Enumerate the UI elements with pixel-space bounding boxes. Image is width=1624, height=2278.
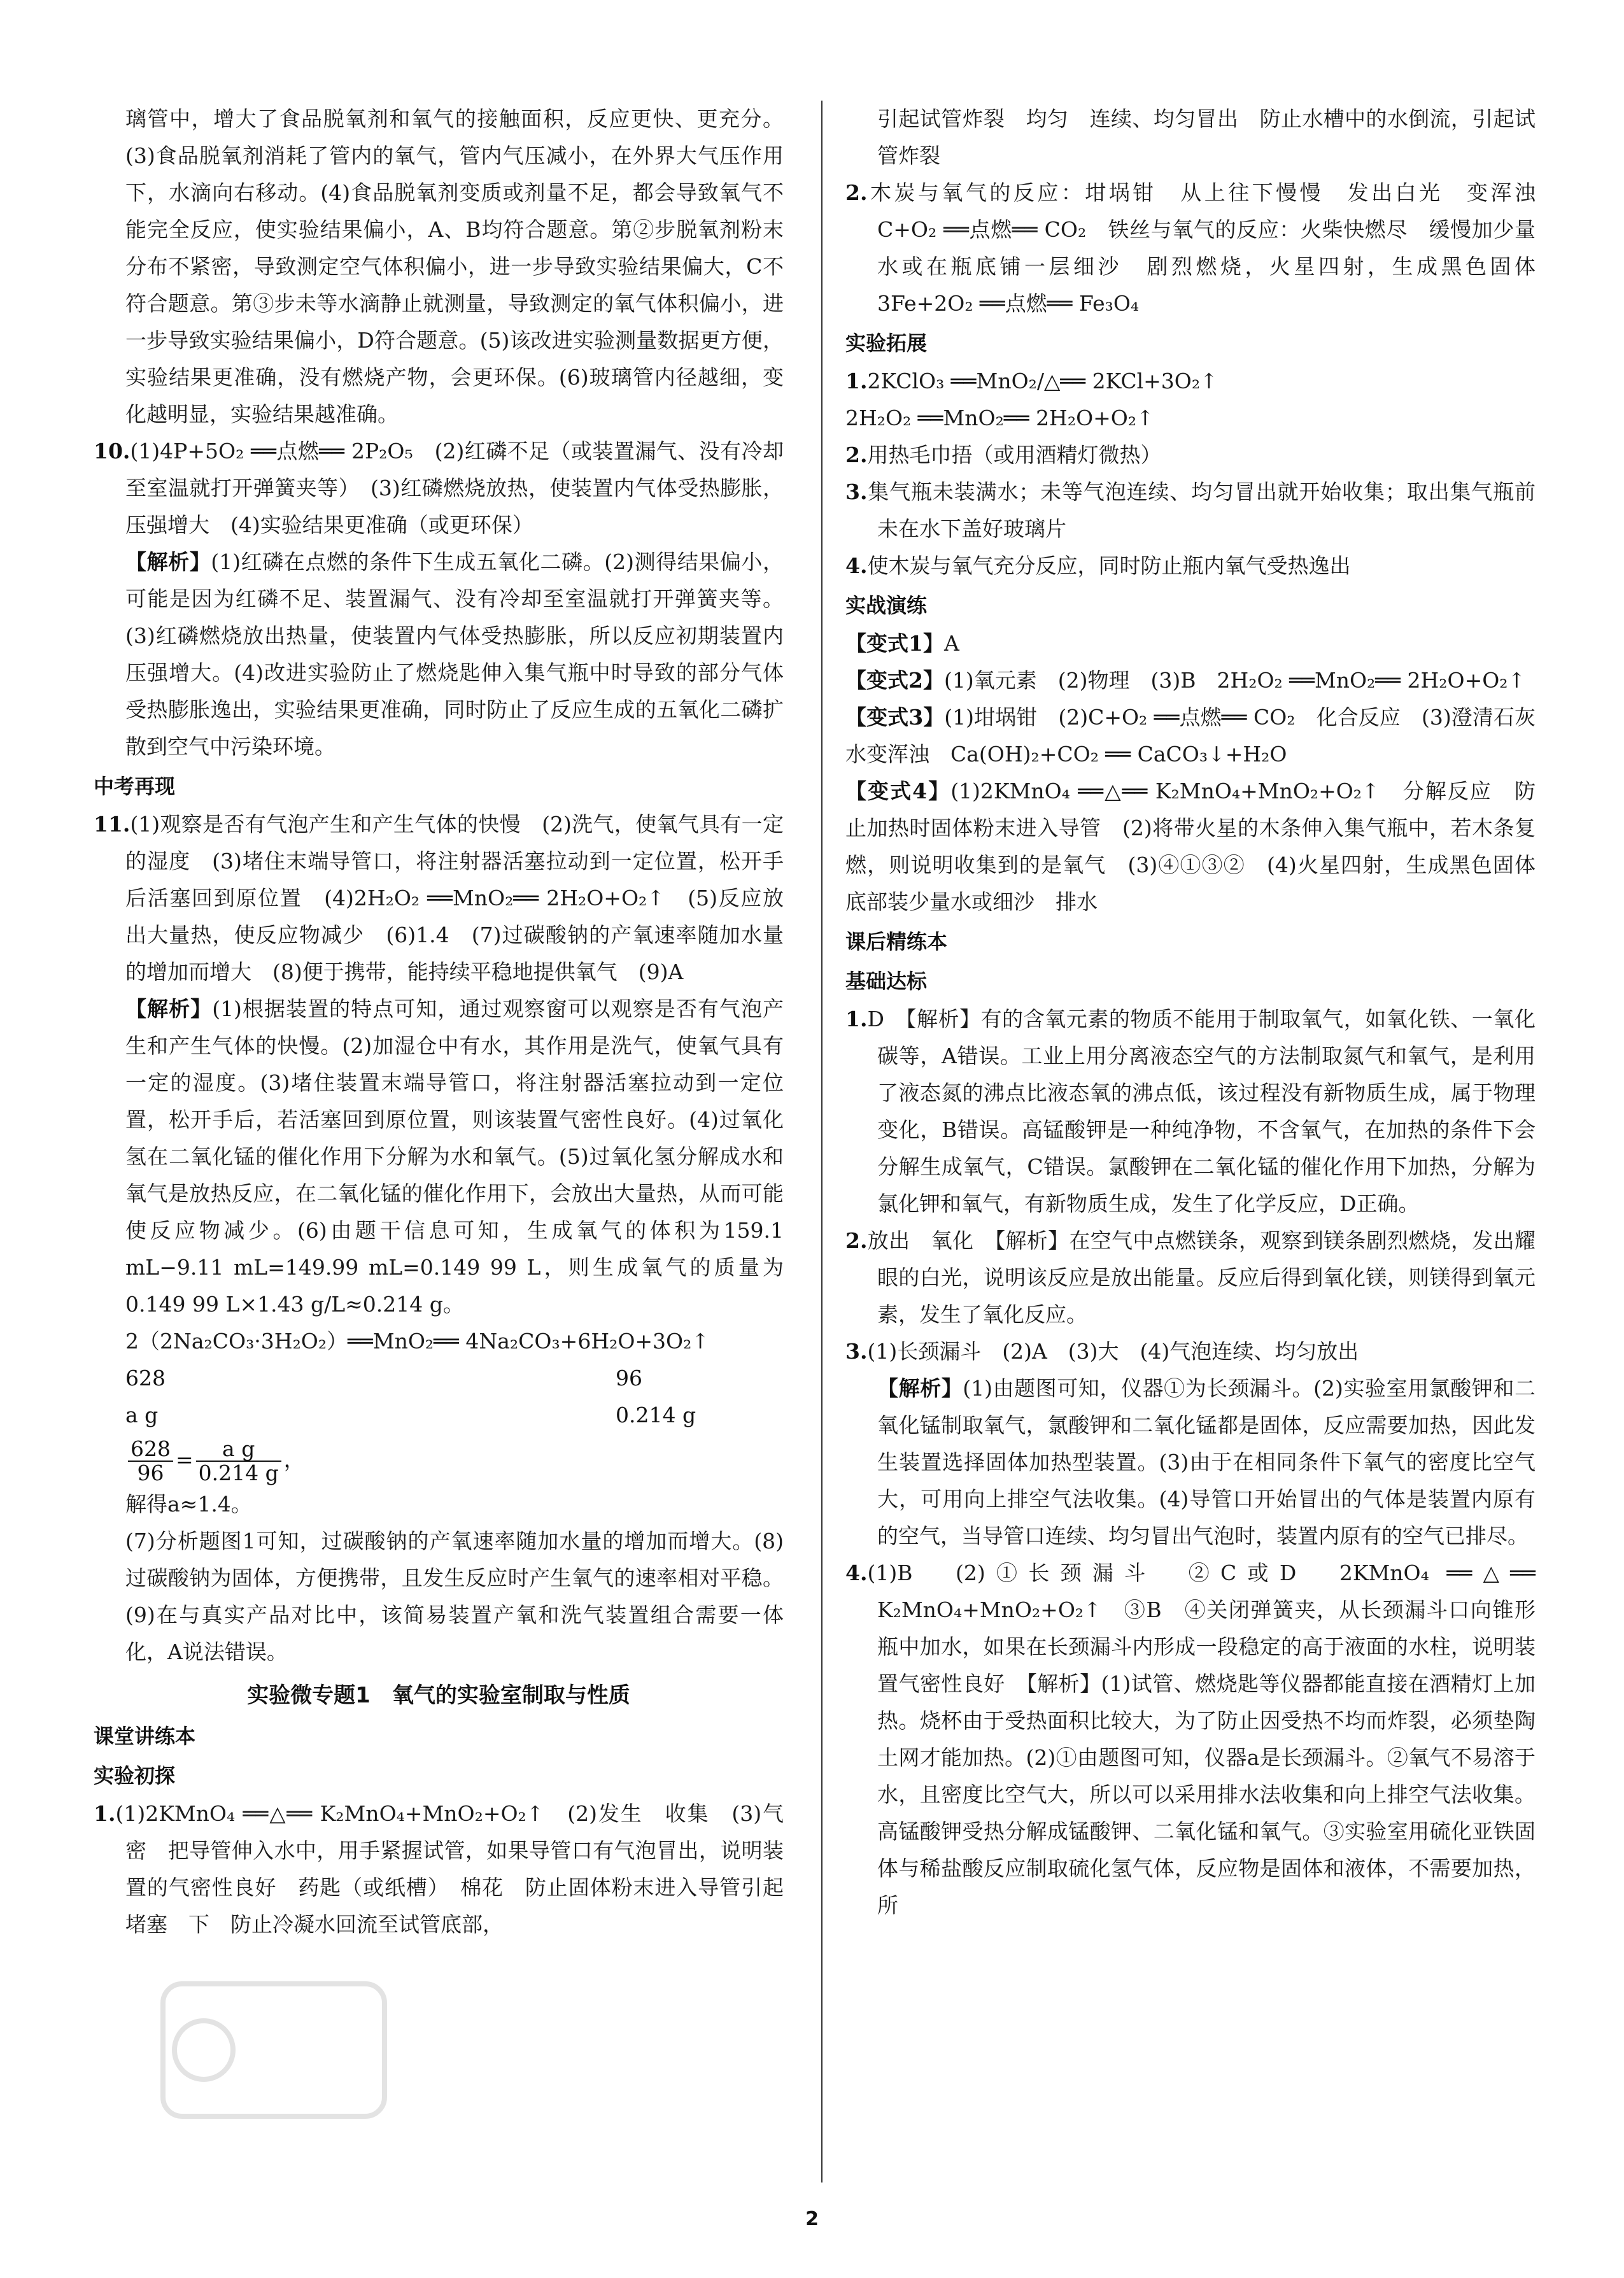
answer-text: (1)坩埚钳 (2)C+O₂ ══点燃══ CO₂ 化合反应 (3)澄清石灰水变浑浊 Ca(OH)₂+CO₂ ══ CaCO₃↓+H₂O: [845, 705, 1536, 767]
analysis-tag: 【变式4】: [845, 779, 951, 803]
left-column: [94, 101, 784, 1943]
answer-paragraph: [94, 1486, 784, 1523]
section-heading: 实验初探: [94, 1764, 176, 1788]
answer-paragraph: [845, 400, 1536, 437]
numerator: 628: [128, 1438, 173, 1462]
analysis-tag: 【变式3】: [845, 705, 945, 730]
calc-row: [94, 1360, 784, 1397]
answer-text: D 【解析】有的含氧元素的物质不能用于制取氧气，如氧化铁、一氧化碳等，A错误。工业上用分离液态空气的方法制取氮气和氧气，是利用了液态氮的沸点比液态氧的沸点低，该过程没有新物质生成，属于物理变化，B错误。高锰酸钾是一种纯净物，不含氧气，在加热的条件下会分解生成氧气，C错误。氯酸钾在二氧化锰的催化作用下加热，分解为氯化钾和氧气，有新物质生成，发生了化学反应，D正确。: [867, 1007, 1536, 1216]
answer-paragraph: [845, 101, 1536, 174]
answer-paragraph: [94, 806, 784, 991]
question-number: 1.: [845, 369, 868, 393]
answer-text: (1)根据装置的特点可知，通过观察窗可以观察是否有气泡产生和产生气体的快慢。(2)加湿仓中有水，其作用是洗气，使氧气具有一定的湿度。(3)堵住装置末端导管口，将注射器活塞拉动到一定位置，松开手后，若活塞回到原位置，则该装置气密性良好。(4)过氧化氢在二氧化锰的催化作用下分解为水和氧气。(5)过氧化氢分解成水和氧气是放热反应，在二氧化锰的催化作用下，会放出大量热，从而可能使反应物减少。(6)由题干信息可知，生成氧气的体积为159.1 mL−9.11 mL=149.99 mL=0.149 99 L，则生成氧气的质量为0.149 99 L×1.43 g/L≈0.214 g。: [125, 996, 784, 1317]
answer-text: (1)氧元素 (2)物理 (3)B 2H₂O₂ ══MnO₂══ 2H₂O+O₂↑: [943, 668, 1526, 693]
calc-right: 0.214 g: [616, 1403, 696, 1427]
question-number: 4.: [845, 1560, 868, 1585]
answer-paragraph: [845, 1333, 1536, 1370]
answer-text: A: [943, 631, 959, 656]
answer-text: (1)观察是否有气泡产生和产生气体的快慢 (2)洗气，使氧气具有一定的湿度 (3)堵住末端导管口，将注射器活塞拉动到一定位置，松开手后活塞回到原位置 (4)2H₂O₂ ══MnO₂══ 2H₂O+O₂↑ (5)反应放出大量热，使反应物减少 (6)1.4 (7)过碳酸钠的产氧速率随加水量的增加而增大 (8)便于携带，能持续平稳地提供氧气 (9)A: [125, 812, 784, 984]
question-number: 11.: [94, 812, 131, 837]
question-number: 2.: [845, 180, 868, 205]
question-number: 2.: [845, 1228, 868, 1253]
right-column: [845, 101, 1557, 1924]
answer-text: 璃管中，增大了食品脱氧剂和氧气的接触面积，反应更快、更充分。(3)食品脱氧剂消耗了管内的氧气，管内气压减小，在外界大气压作用下，水滴向右移动。(4)食品脱氧剂变质或剂量不足，都会导致氧气不能完全反应，使实验结果偏小，A、B均符合题意。第②步脱氧剂粉末分布不紧密，导致测定空气体积偏小，进一步导致实验结果偏大，C不符合题意。第③步未等水滴静止就测量，导致测定的氧气体积偏小，进一步导致实验结果偏小，D符合题意。(5)该改进实验测量数据更方便，实验结果更准确，没有燃烧产物，会更环保。(6)玻璃管内径越细，变化越明显，实验结果越准确。: [125, 106, 784, 427]
answer-paragraph: [845, 474, 1536, 548]
fraction: [128, 1438, 173, 1485]
answer-text: 引起试管炸裂 均匀 连续、均匀冒出 防止水槽中的水倒流，引起试管炸裂: [877, 106, 1536, 168]
answer-text: (1)2KMnO₄ ══△══ K₂MnO₄+MnO₂+O₂↑ 分解反应 防止加热时固体粉末进入导管 (2)将带火星的木条伸入集气瓶中，若木条复燃，则说明收集到的是氧气 (3)④①③② (4)火星四射，生成黑色固体 底部装少量水或细沙 排水: [845, 779, 1557, 914]
question-number: 10.: [94, 439, 131, 463]
answer-text: 2KClO₃ ══MnO₂/△══ 2KCl+3O₂↑: [867, 369, 1218, 393]
answer-text: 解得a≈1.4。: [125, 1492, 252, 1517]
answer-text: (1)B (2)①长颈漏斗 ②C或D 2KMnO₄ ══△══ K₂MnO₄+MnO₂+O₂↑ ③B ④关闭弹簧夹，从长颈漏斗口向锥形瓶中加水，如果在长颈漏斗内形成一段稳定的高于液面的水柱，说明装置气密性良好 【解析】(1)试管、燃烧匙等仪器都能直接在酒精灯上加热。烧杯由于受热面积比较大，为了防止因受热不均而炸裂，必须垫陶土网才能加热。(2)①由题图可知，仪器a是长颈漏斗。②氧气不易溶于水，且密度比空气大，所以可以采用排水法收集和向上排空气法收集。高锰酸钾受热分解成锰酸钾、二氧化锰和氧气。③实验室用硫化亚铁固体与稀盐酸反应制取硫化氢气体，反应物是固体和液体，不需要加热，所: [867, 1560, 1536, 1918]
question-number: 2.: [845, 442, 868, 467]
answer-text: 放出 氧化 【解析】在空气中点燃镁条，观察到镁条剧烈燃烧，发出耀眼的白光，说明该反应是放出能量。反应后得到氧化镁，则镁得到氧元素，发生了氧化反应。: [867, 1228, 1536, 1327]
calc-left: a g: [125, 1403, 159, 1427]
numerator: a g: [196, 1438, 281, 1462]
answer-text: (1)长颈漏斗 (2)A (3)大 (4)气泡连续、均匀放出: [867, 1339, 1359, 1364]
analysis-tag: 【变式2】: [845, 668, 944, 693]
section-heading: 实战演练: [845, 593, 928, 618]
answer-paragraph: [845, 1001, 1536, 1222]
answer-paragraph: [845, 548, 1536, 584]
question-number: 3.: [845, 479, 868, 504]
question-number: 1.: [94, 1801, 116, 1826]
fraction: [196, 1438, 281, 1485]
answer-text: (1)由题图可知，仪器①为长颈漏斗。(2)实验室用氯酸钾和二氧化锰制取氧气，氯酸钾和二氧化锰都是固体，反应需要加热，因此发生装置选择固体加热型装置。(3)由于在相同条件下氧气的密度比空气大，可用向上排空气法收集。(4)导管口开始冒出的气体是装置内原有的空气，当导管口连续、均匀冒出气泡时，装置内原有的空气已排尽。: [877, 1376, 1536, 1548]
answer-text: 使木炭与氧气充分反应，同时防止瓶内氧气受热逸出: [867, 553, 1351, 578]
answer-text: 集气瓶未装满水；未等气泡连续、均匀冒出就开始收集；取出集气瓶前未在水下盖好玻璃片: [867, 479, 1536, 541]
section-heading: 实验拓展: [845, 331, 928, 355]
answer-paragraph: [845, 662, 1536, 699]
answer-paragraph: [94, 433, 784, 544]
denominator: 0.214 g: [198, 1461, 279, 1485]
analysis-tag: 【解析】: [125, 996, 213, 1021]
calc-left: 628: [125, 1366, 166, 1390]
answer-text: (1)红磷在点燃的条件下生成五氧化二磷。(2)测得结果偏小，可能是因为红磷不足、装置漏气、没有冷却至室温就打开弹簧夹等。(3)红磷燃烧放出热量，使装置内气体受热膨胀，所以反应初期装置内压强增大。(4)改进实验防止了燃烧匙伸入集气瓶中时导致的部分气体受热膨胀逸出，实验结果更准确，同时防止了反应生成的五氧化二磷扩散到空气中污染环境。: [125, 549, 784, 759]
section-heading: 基础达标: [845, 969, 928, 993]
answer-paragraph: [845, 1555, 1536, 1924]
answer-paragraph: [845, 1370, 1536, 1555]
calc-row: [94, 1397, 784, 1434]
answer-paragraph: [845, 363, 1536, 400]
answer-text: 木炭与氧气的反应：坩埚钳 从上往下慢慢 发出白光 变浑浊 C+O₂ ══点燃══ CO₂ 铁丝与氧气的反应：火柴快燃尽 缓慢加少量水或在瓶底铺一层细沙 剧烈燃烧，火星四射，生成黑色固体 3Fe+2O₂ ══点燃══ Fe₃O₄: [867, 180, 1557, 316]
question-number: 4.: [845, 553, 868, 578]
section-heading: 课堂讲练本: [94, 1724, 196, 1748]
topic-title: 实验微专题1 氧气的实验室制取与性质: [247, 1683, 630, 1708]
answer-paragraph: [845, 437, 1536, 474]
answer-text: 用热毛巾捂（或用酒精灯微热）: [867, 442, 1162, 467]
watermark-logo: [159, 1980, 388, 2120]
answer-paragraph: [94, 1523, 784, 1671]
page-number: 2: [805, 2208, 819, 2230]
denominator: 96: [137, 1461, 164, 1485]
question-number: 3.: [845, 1339, 868, 1364]
answer-paragraph: [94, 1795, 784, 1943]
answer-paragraph: [845, 1222, 1536, 1333]
answer-paragraph: [94, 991, 784, 1323]
analysis-tag: 【变式1】: [845, 631, 944, 656]
section-heading: 中考再现: [94, 774, 176, 798]
analysis-tag: 【解析】: [125, 549, 211, 574]
proportion-equation: $\frac{628}{96}$ = $\frac{\text{a g}}{0.214 g}$ ，: [94, 1434, 784, 1486]
answer-paragraph: [94, 544, 784, 765]
calc-right: 96: [616, 1366, 642, 1390]
answer-paragraph: [94, 101, 784, 433]
answer-text: (1)4P+5O₂ ══点燃══ 2P₂O₅ (2)红磷不足（或装置漏气、没有冷却至室温就打开弹簧夹等） (3)红磷燃烧放热，使装置内气体受热膨胀，压强增大 (4)实验结果更准确（或更环保）: [125, 439, 784, 537]
answer-text: (1)2KMnO₄ ══△══ K₂MnO₄+MnO₂+O₂↑ (2)发生 收集 (3)气密 把导管伸入水中，用手紧握试管，如果导管口有气泡冒出，说明装置的气密性良好 药匙（或纸槽） 棉花 防止固体粉末进入导管引起堵塞 下 防止冷凝水回流至试管底部，: [115, 1801, 784, 1937]
analysis-tag: 【解析】: [877, 1376, 963, 1401]
answer-text: 2H₂O₂ ══MnO₂══ 2H₂O+O₂↑: [845, 406, 1154, 430]
answer-paragraph: [94, 1323, 784, 1360]
answer-text: 2（2Na₂CO₃·3H₂O₂）══MnO₂══ 4Na₂CO₃+6H₂O+3O₂↑: [125, 1329, 709, 1354]
answer-paragraph: [845, 773, 1557, 921]
answer-paragraph: [845, 174, 1557, 322]
answer-paragraph: [845, 625, 1536, 662]
section-heading: 课后精练本: [845, 930, 948, 954]
question-number: 1.: [845, 1007, 868, 1031]
answer-paragraph: [845, 699, 1536, 773]
column-divider: [821, 101, 823, 2182]
answer-text: (7)分析题图1可知，过碳酸钠的产氧速率随加水量的增加而增大。(8)过碳酸钠为固体，方便携带，且发生反应时产生氧气的速率相对平稳。(9)在与真实产品对比中，该简易装置产氧和洗气装置组合需要一体化，A说法错误。: [125, 1529, 784, 1664]
